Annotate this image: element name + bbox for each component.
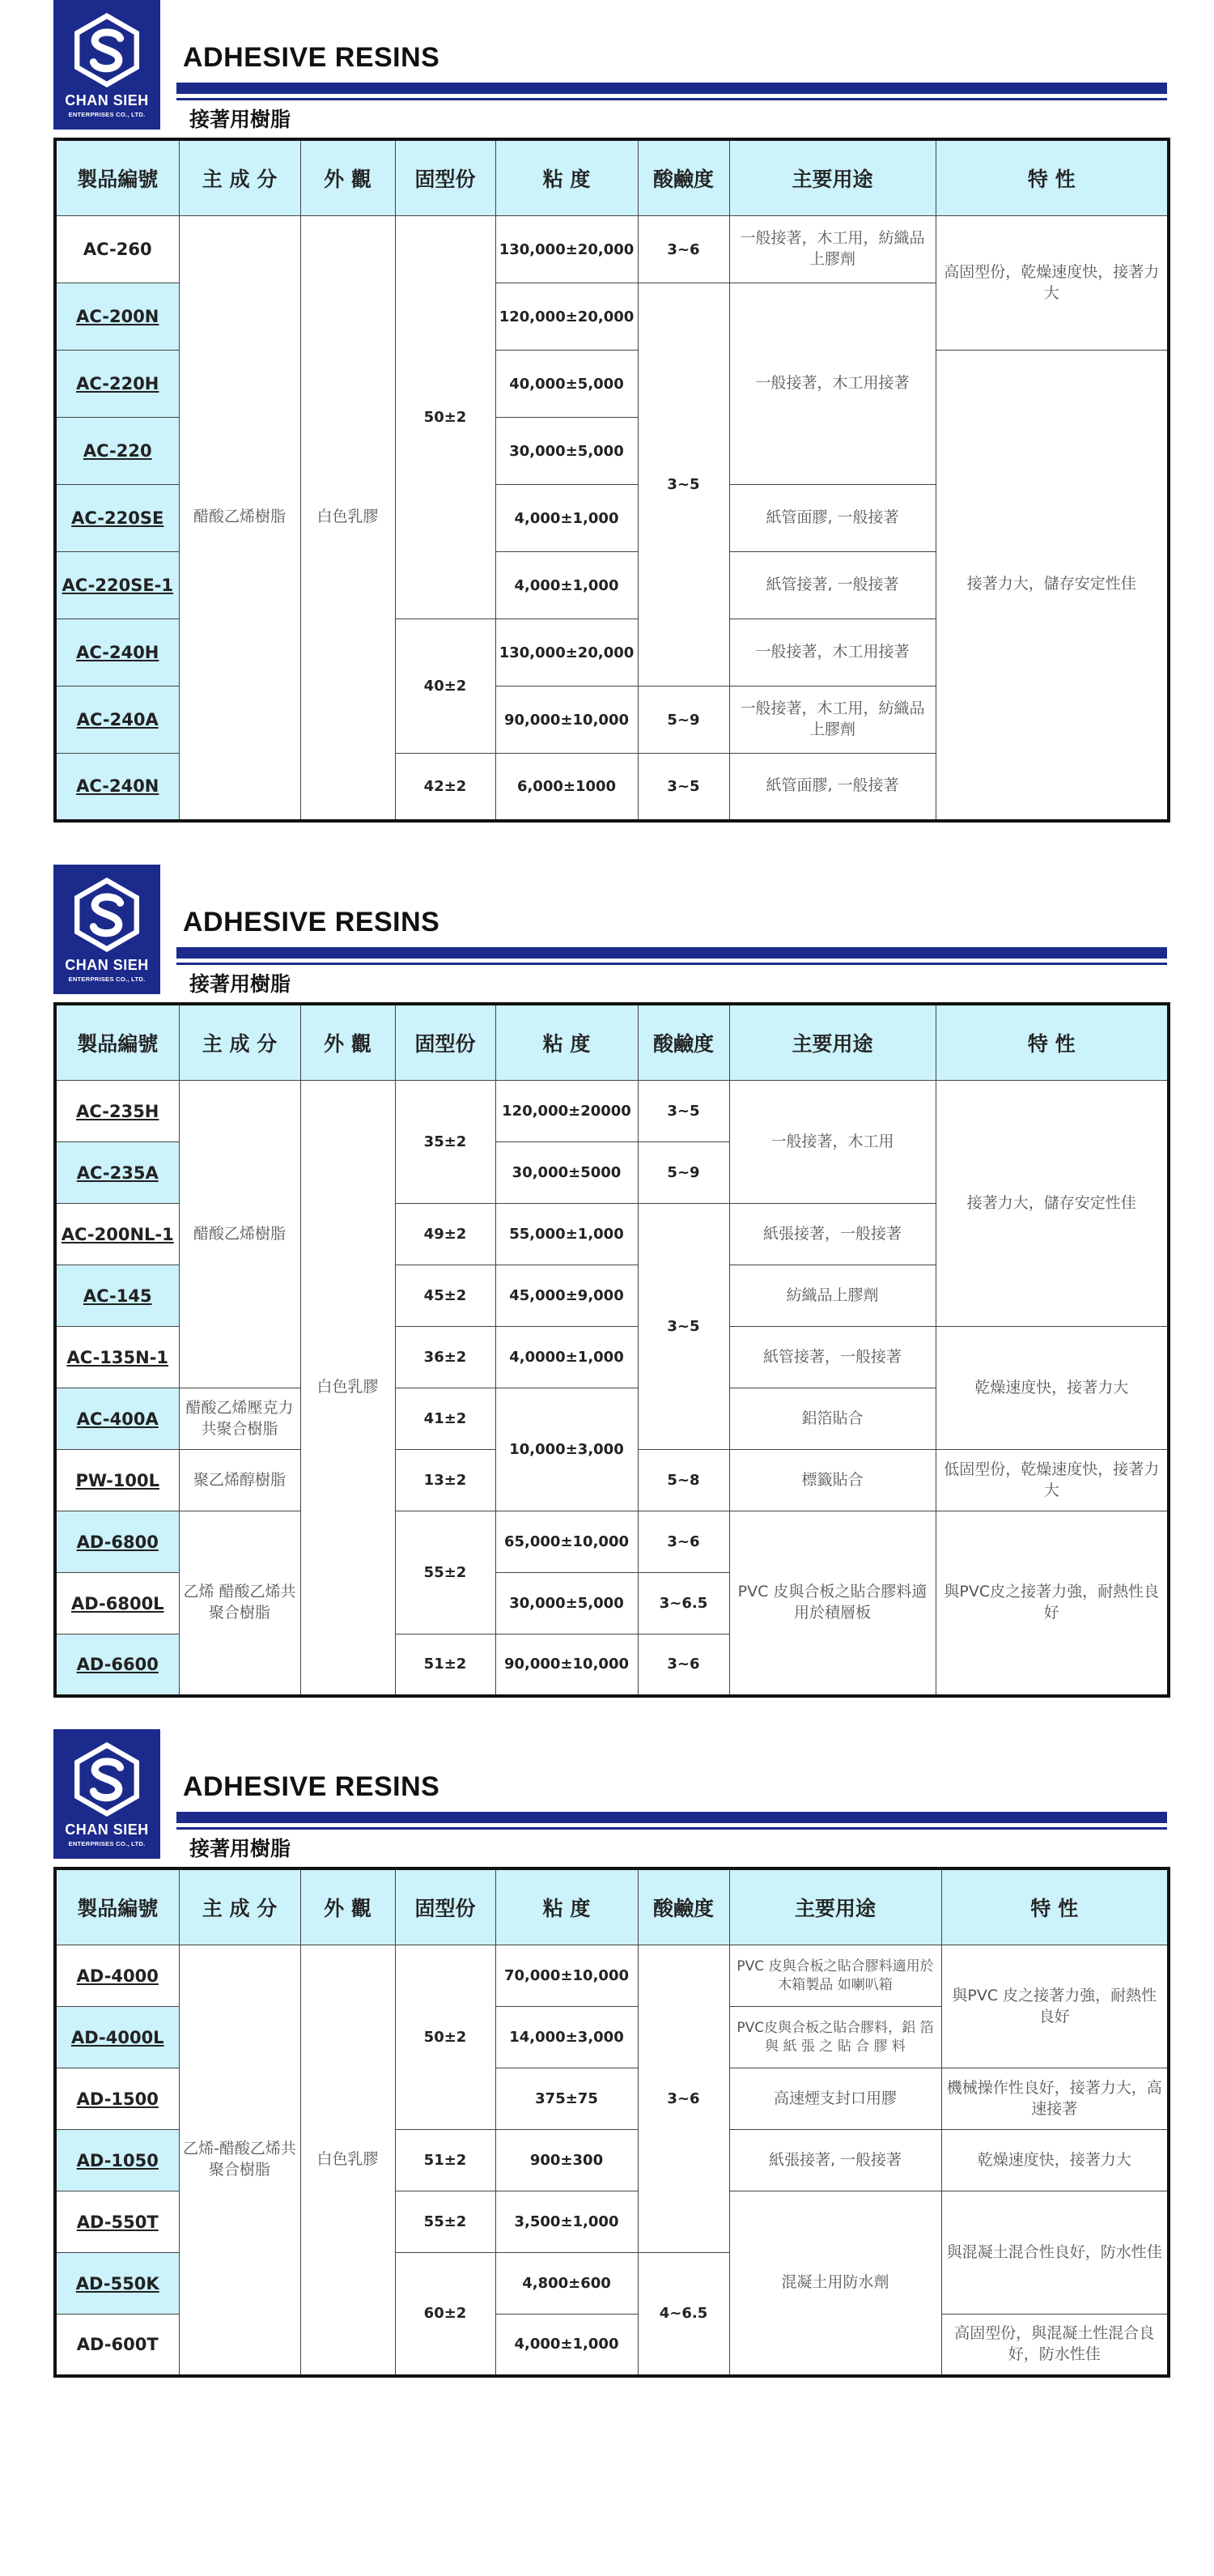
viscosity-cell: 65,000±10,000 <box>495 1511 638 1573</box>
viscosity-cell: 45,000±9,000 <box>495 1265 638 1327</box>
product-code-link[interactable]: AC-220SE <box>55 485 179 552</box>
section-header <box>53 1729 1167 1867</box>
product-code-link[interactable]: AC-220 <box>55 418 179 485</box>
hexagon-s-logo-icon <box>70 878 144 952</box>
solids-cell: 51±2 <box>395 1634 495 1696</box>
viscosity-cell: 40,000±5,000 <box>495 351 638 418</box>
col-header: 外 觀 <box>300 1004 395 1081</box>
table-row <box>55 216 1169 283</box>
ph-cell: 3~5 <box>638 283 729 687</box>
usage-cell: 一般接著，木工用，紡織品上膠劑 <box>729 687 936 754</box>
col-header: 固型份 <box>395 1004 495 1081</box>
col-header: 粘 度 <box>495 1868 638 1945</box>
col-header: 酸鹼度 <box>638 1868 729 1945</box>
title-chinese: 接著用樹脂 <box>189 108 291 131</box>
appearance-cell: 白色乳膠 <box>300 216 395 821</box>
product-code-link[interactable]: AC-240H <box>55 619 179 687</box>
solids-cell: 55±2 <box>395 1511 495 1634</box>
col-header: 製品編號 <box>55 1868 179 1945</box>
feature-cell: 與PVC皮之接著力強，耐熱性良好 <box>936 1511 1169 1696</box>
viscosity-cell: 90,000±10,000 <box>495 687 638 754</box>
solids-cell: 40±2 <box>395 619 495 754</box>
ph-cell: 3~5 <box>638 1081 729 1142</box>
feature-cell: 機械操作性良好，接著力大，高速接著 <box>941 2068 1169 2130</box>
col-header: 主要用途 <box>729 1868 941 1945</box>
col-header: 酸鹼度 <box>638 139 729 216</box>
ph-cell: 4~6.5 <box>638 2253 729 2376</box>
usage-cell: 一般接著，木工用，紡織品上膠劑 <box>729 216 936 283</box>
product-code: AD-600T <box>55 2315 179 2376</box>
product-code-link[interactable]: AD-4000L <box>55 2007 179 2068</box>
product-section-2 <box>53 865 1167 1698</box>
viscosity-cell: 130,000±20,000 <box>495 216 638 283</box>
table-row <box>55 1945 1169 2007</box>
feature-cell: 高固型份，與混凝土性混合良好，防水性佳 <box>941 2315 1169 2376</box>
feature-cell: 與PVC 皮之接著力強，耐熱性良好 <box>941 1945 1169 2068</box>
col-header: 外 觀 <box>300 139 395 216</box>
product-code-link[interactable]: AD-550T <box>55 2191 179 2253</box>
col-header: 酸鹼度 <box>638 1004 729 1081</box>
col-header: 主 成 分 <box>179 139 300 216</box>
component-cell: 乙烯-醋酸乙烯共聚合樹脂 <box>179 1945 300 2376</box>
viscosity-cell: 90,000±10,000 <box>495 1634 638 1696</box>
brand-name: CHAN SIEH <box>65 1821 149 1838</box>
feature-cell: 高固型份，乾燥速度快，接著力大 <box>936 216 1169 351</box>
viscosity-cell: 4,000±1,000 <box>495 485 638 552</box>
solids-cell: 35±2 <box>395 1081 495 1204</box>
ph-cell: 3~5 <box>638 1204 729 1450</box>
product-code-link[interactable]: AD-550K <box>55 2253 179 2315</box>
usage-cell: 紙管接著, 一般接著 <box>729 552 936 619</box>
title-bar-thin <box>176 1827 1167 1830</box>
feature-cell: 乾燥速度快，接著力大 <box>936 1327 1169 1450</box>
spec-table <box>53 138 1170 823</box>
solids-cell: 49±2 <box>395 1204 495 1265</box>
feature-cell: 低固型份，乾燥速度快，接著力大 <box>936 1450 1169 1511</box>
product-code-link[interactable]: AD-6800L <box>55 1573 179 1634</box>
company-logo <box>53 1729 160 1859</box>
usage-cell: PVC皮與合板之貼合膠料，鋁 箔 與 紙 張 之 貼 合 膠 料 <box>729 2007 941 2068</box>
hexagon-s-logo-icon <box>70 13 144 87</box>
brand-subtitle: ENTERPRISES CO., LTD. <box>68 111 146 118</box>
component-cell: 醋酸乙烯壓克力共聚合樹脂 <box>179 1388 300 1450</box>
table-row <box>55 1511 1169 1573</box>
title-chinese: 接著用樹脂 <box>189 972 291 996</box>
brand-subtitle: ENTERPRISES CO., LTD. <box>68 1840 146 1847</box>
col-header: 主要用途 <box>729 1004 936 1081</box>
component-cell: 醋酸乙烯樹脂 <box>179 216 300 821</box>
usage-cell: 紙張接著，一般接著 <box>729 1204 936 1265</box>
usage-cell: PVC 皮與合板之貼合膠料適用於積層板 <box>729 1511 936 1696</box>
col-header: 粘 度 <box>495 139 638 216</box>
ph-cell: 3~6.5 <box>638 1573 729 1634</box>
viscosity-cell: 10,000±3,000 <box>495 1388 638 1511</box>
usage-cell: 一般接著，木工用接著 <box>729 283 936 485</box>
solids-cell: 60±2 <box>395 2253 495 2376</box>
viscosity-cell: 375±75 <box>495 2068 638 2130</box>
viscosity-cell: 4,000±1,000 <box>495 2315 638 2376</box>
viscosity-cell: 70,000±10,000 <box>495 1945 638 2007</box>
table-header-row <box>55 1868 1169 1945</box>
col-header: 特 性 <box>936 139 1169 216</box>
col-header: 製品編號 <box>55 1004 179 1081</box>
solids-cell: 51±2 <box>395 2130 495 2191</box>
title-bar <box>176 1812 1167 1823</box>
title-english: ADHESIVE RESINS <box>183 1771 440 1802</box>
product-code-link[interactable]: AC-200N <box>55 283 179 351</box>
usage-cell: 紙管面膠, 一般接著 <box>729 754 936 821</box>
component-cell: 醋酸乙烯樹脂 <box>179 1081 300 1388</box>
product-code-link[interactable]: AC-400A <box>55 1388 179 1450</box>
component-cell: 乙烯 醋酸乙烯共聚合樹脂 <box>179 1511 300 1696</box>
component-cell: 聚乙烯醇樹脂 <box>179 1450 300 1511</box>
product-code-link[interactable]: AC-220SE-1 <box>55 552 179 619</box>
company-logo <box>53 865 160 994</box>
usage-cell: 高速煙支封口用膠 <box>729 2068 941 2130</box>
viscosity-cell: 6,000±1000 <box>495 754 638 821</box>
ph-cell: 3~6 <box>638 1634 729 1696</box>
brand-name: CHAN SIEH <box>65 957 149 973</box>
table-header-row <box>55 1004 1169 1081</box>
product-code-link[interactable]: PW-100L <box>55 1450 179 1511</box>
appearance-cell: 白色乳膠 <box>300 1081 395 1696</box>
product-code-link[interactable]: AC-200NL-1 <box>55 1204 179 1265</box>
title-bar <box>176 83 1167 94</box>
usage-cell: 紙管面膠, 一般接著 <box>729 485 936 552</box>
viscosity-cell: 30,000±5,000 <box>495 418 638 485</box>
ph-cell: 5~9 <box>638 1142 729 1204</box>
usage-cell: 紙管接著，一般接著 <box>729 1327 936 1388</box>
spec-table <box>53 1867 1170 2378</box>
table-header-row <box>55 139 1169 216</box>
feature-cell: 接著力大，儲存安定性佳 <box>936 351 1169 821</box>
viscosity-cell: 4,800±600 <box>495 2253 638 2315</box>
product-code-link[interactable]: AC-220H <box>55 351 179 418</box>
col-header: 特 性 <box>941 1868 1169 1945</box>
viscosity-cell: 4,000±1,000 <box>495 552 638 619</box>
product-code-link[interactable]: AD-1500 <box>55 2068 179 2130</box>
title-chinese: 接著用樹脂 <box>189 1837 291 1860</box>
ph-cell: 5~8 <box>638 1450 729 1511</box>
usage-cell: 紙張接著, 一般接著 <box>729 2130 941 2191</box>
ph-cell: 3~6 <box>638 1945 729 2253</box>
ph-cell: 3~6 <box>638 1511 729 1573</box>
product-code-link[interactable]: AD-6800 <box>55 1511 179 1573</box>
product-code-link[interactable]: AC-145 <box>55 1265 179 1327</box>
solids-cell: 41±2 <box>395 1388 495 1450</box>
brand-subtitle: ENTERPRISES CO., LTD. <box>68 976 146 983</box>
solids-cell: 13±2 <box>395 1450 495 1511</box>
solids-cell: 36±2 <box>395 1327 495 1388</box>
product-code: AC-260 <box>55 216 179 283</box>
appearance-cell: 白色乳膠 <box>300 1945 395 2376</box>
product-section-1 <box>53 0 1167 823</box>
col-header: 特 性 <box>936 1004 1169 1081</box>
spec-table <box>53 1002 1170 1698</box>
product-code-link[interactable]: AC-135N-1 <box>55 1327 179 1388</box>
col-header: 固型份 <box>395 1868 495 1945</box>
usage-cell: 標籤貼合 <box>729 1450 936 1511</box>
ph-cell: 5~9 <box>638 687 729 754</box>
product-code-link[interactable]: AC-240A <box>55 687 179 754</box>
usage-cell: 一般接著，木工用接著 <box>729 619 936 687</box>
company-logo <box>53 0 160 130</box>
section-header <box>53 0 1167 138</box>
title-bar-thin <box>176 963 1167 965</box>
hexagon-s-logo-icon <box>70 1742 144 1817</box>
title-bar <box>176 947 1167 959</box>
product-code-link[interactable]: AC-240N <box>55 754 179 821</box>
col-header: 製品編號 <box>55 139 179 216</box>
viscosity-cell: 900±300 <box>495 2130 638 2191</box>
usage-cell: PVC 皮與合板之貼合膠料適用於木箱製品 如喇叭箱 <box>729 1945 941 2007</box>
col-header: 主要用途 <box>729 139 936 216</box>
viscosity-cell: 30,000±5000 <box>495 1142 638 1204</box>
usage-cell: 一般接著，木工用 <box>729 1081 936 1204</box>
viscosity-cell: 120,000±20000 <box>495 1081 638 1142</box>
usage-cell: 紡織品上膠劑 <box>729 1265 936 1327</box>
viscosity-cell: 30,000±5,000 <box>495 1573 638 1634</box>
viscosity-cell: 14,000±3,000 <box>495 2007 638 2068</box>
viscosity-cell: 3,500±1,000 <box>495 2191 638 2253</box>
col-header: 主 成 分 <box>179 1868 300 1945</box>
feature-cell: 乾燥速度快，接著力大 <box>941 2130 1169 2191</box>
viscosity-cell: 130,000±20,000 <box>495 619 638 687</box>
solids-cell: 50±2 <box>395 216 495 619</box>
section-header <box>53 865 1167 1002</box>
product-code-link[interactable]: AD-6600 <box>55 1634 179 1696</box>
usage-cell: 混凝土用防水劑 <box>729 2191 941 2376</box>
col-header: 固型份 <box>395 139 495 216</box>
product-code-link[interactable]: AD-1050 <box>55 2130 179 2191</box>
col-header: 粘 度 <box>495 1004 638 1081</box>
product-code-link[interactable]: AC-235H <box>55 1081 179 1142</box>
viscosity-cell: 55,000±1,000 <box>495 1204 638 1265</box>
ph-cell: 3~6 <box>638 216 729 283</box>
title-english: ADHESIVE RESINS <box>183 907 440 937</box>
viscosity-cell: 120,000±20,000 <box>495 283 638 351</box>
solids-cell: 42±2 <box>395 754 495 821</box>
solids-cell: 50±2 <box>395 1945 495 2130</box>
col-header: 外 觀 <box>300 1868 395 1945</box>
title-english: ADHESIVE RESINS <box>183 42 440 73</box>
solids-cell: 45±2 <box>395 1265 495 1327</box>
col-header: 主 成 分 <box>179 1004 300 1081</box>
ph-cell: 3~5 <box>638 754 729 821</box>
usage-cell: 鋁箔貼合 <box>729 1388 936 1450</box>
title-bar-thin <box>176 98 1167 100</box>
product-code-link[interactable]: AC-235A <box>55 1142 179 1204</box>
brand-name: CHAN SIEH <box>65 92 149 108</box>
feature-cell: 接著力大，儲存安定性佳 <box>936 1081 1169 1327</box>
product-code-link[interactable]: AD-4000 <box>55 1945 179 2007</box>
viscosity-cell: 4,0000±1,000 <box>495 1327 638 1388</box>
table-row <box>55 1081 1169 1142</box>
solids-cell: 55±2 <box>395 2191 495 2253</box>
feature-cell: 與混凝土混合性良好，防水性佳 <box>941 2191 1169 2315</box>
product-section-3 <box>53 1729 1167 2378</box>
